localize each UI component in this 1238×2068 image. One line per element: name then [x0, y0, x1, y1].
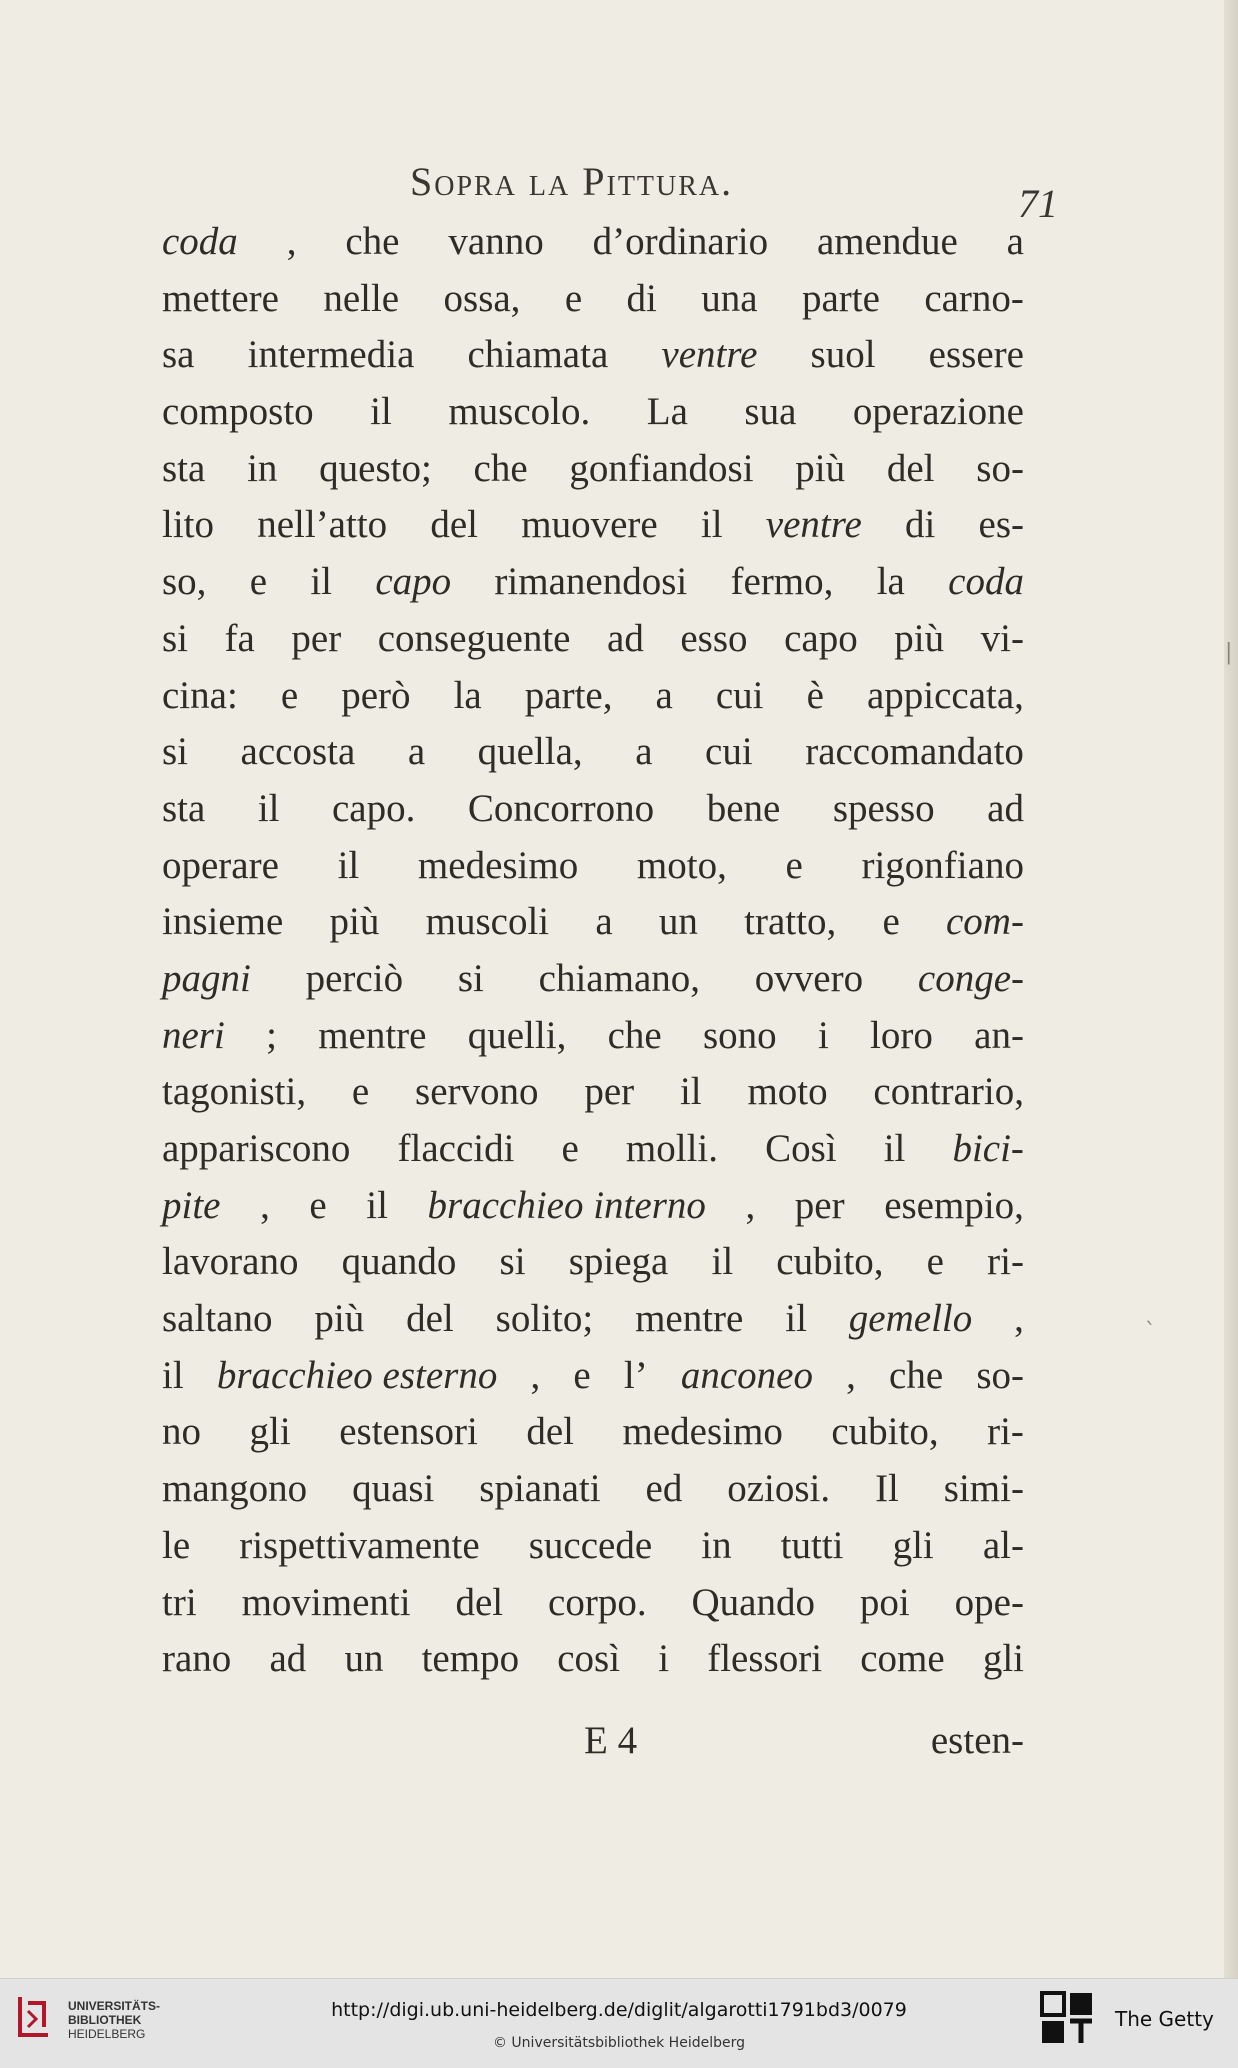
word: anconeo — [680, 1353, 813, 1397]
word: ri- — [987, 1240, 1024, 1284]
word: mentre — [635, 1297, 744, 1341]
word: in — [247, 446, 278, 490]
word: coda — [948, 560, 1024, 604]
body-text — [162, 214, 1024, 1688]
word: gli — [892, 1523, 934, 1567]
word: del — [886, 446, 935, 490]
word: rano — [162, 1637, 232, 1681]
page-header — [410, 158, 1058, 226]
word: quelli, — [467, 1013, 567, 1057]
word: e — [309, 1183, 327, 1227]
word: il — [679, 1070, 702, 1114]
word: cui — [705, 730, 753, 774]
text-line — [162, 554, 1024, 611]
word: ad — [607, 616, 644, 660]
word: neri — [162, 1013, 225, 1057]
word: del — [430, 503, 479, 547]
word: servono — [415, 1070, 539, 1114]
word: , — [846, 1353, 856, 1397]
word: capo. — [332, 786, 416, 830]
word: spesso — [832, 786, 935, 830]
word: insieme — [162, 900, 284, 944]
word: mangono — [162, 1467, 308, 1511]
word: appiccata, — [866, 673, 1024, 717]
word: si — [499, 1240, 526, 1284]
word: ope- — [954, 1580, 1024, 1624]
word: parte — [801, 276, 880, 320]
word: nell’atto — [257, 503, 388, 547]
word: operare — [162, 843, 279, 887]
word: al- — [982, 1523, 1024, 1567]
word: ad — [987, 786, 1024, 830]
word: conge- — [917, 956, 1024, 1000]
word: contrario, — [873, 1070, 1024, 1114]
text-line — [162, 1064, 1024, 1121]
word: tratto, — [744, 900, 837, 944]
copyright-notice: © Universitätsbibliothek Heidelberg — [492, 2035, 745, 2051]
word: , — [745, 1183, 756, 1227]
word: La — [646, 390, 688, 434]
word: come — [860, 1637, 945, 1681]
word: e — [351, 1070, 370, 1114]
word: quasi — [352, 1467, 435, 1511]
word: nelle — [323, 276, 400, 320]
word: esempio, — [884, 1183, 1024, 1227]
word: così — [557, 1637, 621, 1681]
word: ventre — [661, 333, 758, 377]
word: composto — [162, 390, 314, 434]
text-line — [162, 327, 1024, 384]
word: solito; — [495, 1297, 594, 1341]
word: e — [561, 1127, 579, 1170]
word: il — [711, 1240, 734, 1284]
word: il — [366, 1183, 388, 1227]
word: e — [564, 276, 583, 320]
word: chiamata — [467, 333, 609, 377]
word: conseguente — [377, 616, 571, 660]
permalink-url[interactable]: http://digi.ub.uni-heidelberg.de/diglit/algarotti1791bd3/0079 — [331, 1999, 907, 2021]
text-line — [162, 668, 1024, 725]
word: muscolo. — [448, 390, 591, 434]
word: coda — [162, 220, 238, 263]
word: e — [882, 900, 900, 944]
word: i — [658, 1637, 670, 1681]
word: il — [700, 503, 723, 547]
text-line — [162, 611, 1024, 668]
word: molli. — [625, 1127, 719, 1170]
word: vanno — [448, 220, 544, 263]
word: il — [337, 843, 360, 887]
word: muscoli — [425, 900, 550, 944]
word: il — [162, 1353, 184, 1397]
word: del — [406, 1297, 454, 1341]
word: a — [655, 673, 673, 717]
word: spianati — [479, 1467, 601, 1511]
text-line — [162, 724, 1024, 781]
word: più — [795, 446, 846, 490]
word: gemello — [848, 1297, 973, 1341]
word: per — [794, 1183, 845, 1227]
word: che — [889, 1353, 944, 1397]
margin-mark: ` — [1145, 1320, 1156, 1345]
word: di — [626, 276, 657, 320]
signature-mark: E 4 — [584, 1719, 638, 1762]
text-line — [162, 1121, 1024, 1178]
word: pagni — [162, 956, 251, 1000]
word: un — [658, 900, 698, 944]
word: capo — [784, 616, 858, 660]
word: il — [370, 390, 392, 434]
word: a — [1006, 220, 1024, 263]
word: il — [257, 786, 280, 830]
word: rispettivamente — [239, 1523, 480, 1567]
word: , — [260, 1183, 270, 1227]
catchword: esten- — [930, 1719, 1024, 1762]
page-edge — [1224, 0, 1238, 1978]
word: , — [286, 220, 297, 263]
text-line — [162, 497, 1024, 554]
word: bracchieo esterno — [216, 1353, 498, 1397]
word: più — [314, 1297, 365, 1341]
word: accosta — [240, 730, 356, 774]
word: il — [310, 560, 333, 604]
word: flessori — [707, 1637, 823, 1681]
word: e — [573, 1353, 591, 1397]
word: lavorano — [162, 1240, 299, 1284]
text-line — [162, 1348, 1024, 1405]
word: sono — [702, 1013, 777, 1057]
word: un — [344, 1637, 384, 1681]
word: mentre — [318, 1013, 427, 1057]
word: tagonisti, — [162, 1070, 307, 1114]
word: a — [595, 900, 613, 944]
text-line — [162, 1575, 1024, 1632]
word: medesimo — [417, 843, 579, 887]
word: perciò — [305, 956, 404, 1000]
word: per — [584, 1070, 635, 1114]
word: esso — [680, 616, 748, 660]
word: ventre — [765, 503, 862, 547]
page-foot — [584, 1718, 1024, 1774]
word: pite — [162, 1183, 221, 1227]
word: si — [162, 730, 189, 774]
word: appariscono — [162, 1127, 351, 1170]
word: d’ordinario — [592, 220, 769, 263]
word: operazione — [852, 390, 1024, 434]
word: e — [249, 560, 268, 604]
word: raccomandato — [805, 730, 1024, 774]
word: fa — [224, 616, 255, 660]
word: spiega — [568, 1240, 669, 1284]
word: es- — [978, 503, 1024, 547]
word: cui — [715, 673, 764, 717]
margin-mark: | — [1225, 640, 1233, 665]
text-line — [162, 1008, 1024, 1065]
word: rimanendosi — [494, 560, 688, 604]
viewer-footer — [0, 1978, 1238, 2068]
word: , — [1014, 1297, 1024, 1341]
word: so- — [976, 1353, 1024, 1397]
word: gli — [982, 1637, 1024, 1681]
word: essere — [928, 333, 1024, 377]
word: e — [926, 1240, 944, 1284]
word: so- — [976, 446, 1024, 490]
word: ; — [266, 1013, 277, 1057]
word: medesimo — [622, 1410, 783, 1454]
word: flaccidi — [397, 1127, 515, 1170]
word: l’ — [623, 1353, 648, 1397]
word: la — [453, 673, 482, 717]
word: vi- — [980, 616, 1024, 660]
word: com- — [945, 900, 1024, 944]
text-line — [162, 441, 1024, 498]
word: oziosi. — [727, 1467, 831, 1511]
text-line — [162, 1178, 1024, 1235]
word: più — [894, 616, 945, 660]
word: la — [876, 560, 905, 604]
word: il — [883, 1127, 906, 1170]
word: loro — [870, 1013, 933, 1057]
word: capo — [375, 560, 452, 604]
word: , — [530, 1353, 541, 1397]
word: questo; — [319, 446, 432, 490]
word: cubito, — [831, 1410, 939, 1454]
word: muovere — [521, 503, 658, 547]
page-number: 71 — [1018, 181, 1058, 226]
text-line — [162, 1291, 1024, 1348]
getty-logo-icon — [1040, 1991, 1096, 2049]
word: Il — [875, 1467, 899, 1511]
word: che — [473, 446, 528, 490]
word: corpo. — [548, 1580, 647, 1624]
word: poi — [859, 1580, 910, 1624]
text-line — [162, 1518, 1024, 1575]
word: intermedia — [247, 333, 415, 377]
word: lito — [162, 503, 215, 547]
word: fermo, — [730, 560, 834, 604]
word: chiamano, — [538, 956, 701, 1000]
word: cina: — [162, 673, 238, 717]
word: si — [162, 616, 189, 660]
word: sua — [744, 390, 797, 434]
word: del — [526, 1410, 575, 1454]
word: una — [701, 276, 758, 320]
word: bene — [706, 786, 781, 830]
word: ri- — [987, 1410, 1024, 1454]
text-line — [162, 951, 1024, 1008]
word: mettere — [162, 276, 279, 320]
word: sa — [162, 333, 195, 377]
word: che — [607, 1013, 662, 1057]
word: simi- — [943, 1467, 1024, 1511]
text-line — [162, 384, 1024, 441]
word: a — [407, 730, 426, 774]
word: suol — [810, 333, 876, 377]
word: sta — [162, 446, 206, 490]
text-line — [162, 1461, 1024, 1518]
text-line — [162, 894, 1024, 951]
word: cubito, — [776, 1240, 884, 1284]
partner-name: The Getty — [1115, 2007, 1214, 2031]
word: Concorrono — [467, 786, 655, 830]
word: saltano — [162, 1297, 273, 1341]
word: Quando — [691, 1580, 815, 1624]
word: succede — [528, 1523, 653, 1567]
text-line — [162, 214, 1024, 271]
word: però — [341, 673, 411, 717]
word: moto, — [636, 843, 727, 887]
word: in — [701, 1523, 732, 1567]
text-line — [162, 781, 1024, 838]
word: quando — [341, 1240, 457, 1284]
word: tutti — [780, 1523, 844, 1567]
word: quella, — [477, 730, 583, 774]
word: per — [291, 616, 342, 660]
word: i — [817, 1013, 829, 1057]
word: carno- — [924, 276, 1024, 320]
word: si — [457, 956, 484, 1000]
word: parte, — [524, 673, 613, 717]
word: tempo — [421, 1637, 520, 1681]
word: an- — [974, 1013, 1024, 1057]
word: ed — [645, 1467, 683, 1511]
word: bracchieo interno — [427, 1183, 706, 1227]
word: più — [329, 900, 380, 944]
word: le — [162, 1523, 191, 1567]
text-line — [162, 838, 1024, 895]
word: bici- — [952, 1127, 1024, 1170]
word: ovvero — [754, 956, 864, 1000]
text-line — [162, 271, 1024, 328]
word: e — [280, 673, 299, 717]
word: so, — [162, 560, 207, 604]
word: ossa, — [443, 276, 521, 320]
word: a — [635, 730, 653, 774]
running-head: Sopra la Pittura. — [410, 159, 734, 204]
word: estensori — [339, 1410, 478, 1454]
word: gli — [249, 1410, 291, 1454]
word: è — [806, 673, 824, 717]
word: che — [345, 220, 400, 263]
word: amendue — [816, 220, 958, 263]
word: il — [785, 1297, 807, 1341]
text-line — [162, 1234, 1024, 1291]
word: gonfiandosi — [569, 446, 754, 490]
word: moto — [747, 1070, 828, 1114]
word: tri — [162, 1580, 197, 1624]
word: movimenti — [241, 1580, 411, 1624]
word: sta — [162, 786, 206, 830]
word: no — [162, 1410, 201, 1454]
word: di — [904, 503, 936, 547]
text-line — [162, 1404, 1024, 1461]
text-line — [162, 1631, 1024, 1688]
word: Così — [765, 1127, 837, 1170]
word: rigonfiano — [861, 843, 1024, 887]
word: e — [785, 843, 803, 887]
library-name: UNIVERSITÄTS- BIBLIOTHEK HEIDELBERG — [68, 1999, 161, 2041]
word: ad — [269, 1637, 307, 1681]
word: del — [455, 1580, 504, 1624]
